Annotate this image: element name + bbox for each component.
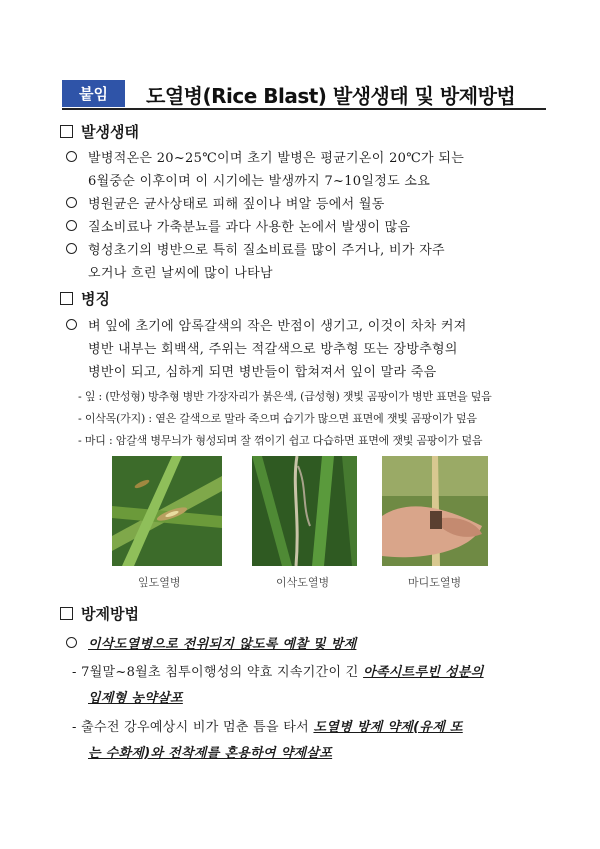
text-line: 병반이 되고, 심하게 되면 병반들이 합쳐져서 잎이 말라 죽음	[88, 365, 437, 380]
photo-caption: 마디도열병	[408, 576, 462, 589]
text-line: 입제형 농약살포	[88, 691, 183, 706]
circle-bullet-icon	[66, 637, 77, 652]
text-line: - 출수전 강우예상시 비가 멈춘 틈을 타서 도열병 방제 약제(유제 또	[72, 720, 463, 735]
checkbox-square-icon	[60, 292, 73, 305]
text-line: 병반 내부는 회백색, 주위는 적갈색으로 방추형 또는 장방추형의	[88, 342, 458, 357]
attachment-tag: 붙임	[62, 80, 125, 107]
title-underline	[62, 108, 546, 110]
text-line: 발병적온은 20~25℃이며 초기 발병은 평균기온이 20℃가 되는	[88, 151, 465, 166]
photo-caption: 잎도열병	[138, 576, 181, 589]
section-heading-occurrence: 발생생태	[60, 121, 139, 142]
section-heading-control: 방제방법	[60, 603, 139, 624]
text-line: - 마디 : 암갈색 병무늬가 형성되며 잘 꺾이기 쉽고 다습하면 표면에 잿빛 곰팡이가 덮음	[78, 434, 483, 447]
checkbox-square-icon	[60, 125, 73, 138]
text-line: 6월중순 이후이며 이 시기에는 발생까지 7~10일정도 소요	[88, 174, 431, 189]
circle-bullet-icon	[66, 243, 77, 258]
leaf-blast-photo	[112, 456, 222, 566]
circle-bullet-icon	[66, 151, 77, 166]
text-line: 병원균은 균사상태로 피해 짚이나 벼알 등에서 월동	[88, 197, 385, 212]
text-line: 벼 잎에 초기에 암록갈색의 작은 반점이 생기고, 이것이 차차 커져	[88, 319, 467, 334]
text-line: - 이삭목(가지) : 옅은 갈색으로 말라 죽으며 습기가 많으면 표면에 잿빛 곰팡이가 덮음	[78, 412, 477, 425]
checkbox-square-icon	[60, 607, 73, 620]
neck-blast-photo	[252, 456, 357, 566]
photo-caption: 이삭도열병	[276, 576, 330, 589]
section-heading-symptoms: 병징	[60, 288, 110, 309]
circle-bullet-icon	[66, 197, 77, 212]
text-line: 질소비료나 가축분뇨를 과다 사용한 논에서 발생이 많음	[88, 220, 411, 235]
text-line: - 7월말~8월초 침투이행성의 약효 지속기간이 긴 아족시트루빈 성분의	[72, 665, 484, 680]
node-blast-photo	[382, 456, 488, 566]
text-line: - 잎 : (만성형) 방추형 병반 가장자리가 붉은색, (급성형) 잿빛 곰팡이가 병반 표면을 덮음	[78, 390, 492, 403]
page-title: 도열병(Rice Blast) 발생생태 및 방제방법	[146, 84, 516, 108]
text-line: 형성초기의 병반으로 특히 질소비료를 많이 주거나, 비가 자주	[88, 243, 445, 258]
circle-bullet-icon	[66, 319, 77, 334]
document-header	[62, 78, 546, 110]
circle-bullet-icon	[66, 220, 77, 235]
text-line: 는 수화제)와 전착제를 혼용하여 약제살포	[88, 746, 333, 761]
text-line: 이삭도열병으로 전위되지 않도록 예찰 및 방제	[88, 637, 357, 652]
text-line: 오거나 흐린 날씨에 많이 나타남	[88, 266, 273, 281]
